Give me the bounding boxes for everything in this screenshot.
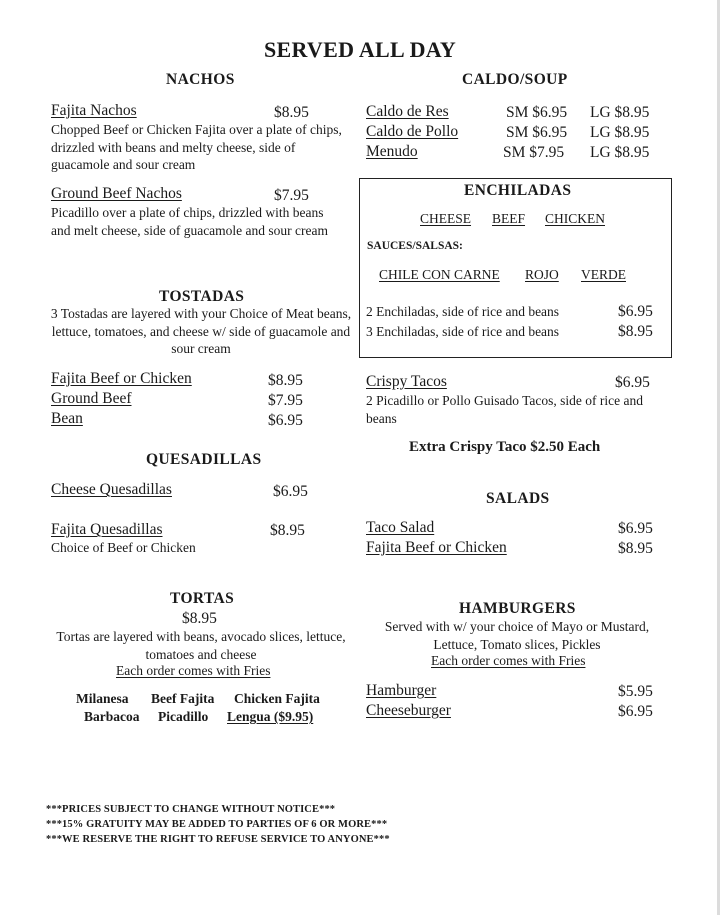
menu-item-name: 3 Enchiladas, side of rice and beans	[366, 324, 560, 339]
menu-item-price-large: LG $8.95	[590, 104, 650, 121]
tortas-option: Milanesa	[76, 691, 129, 706]
tostadas-description: 3 Tostadas are layered with your Choice of Meat beans, lettuce, tomatoes, and cheese w/ side of guacamole and sour cream	[50, 306, 352, 356]
tortas-option-special: Lengua ($9.95)	[227, 709, 314, 724]
enchiladas-filling: CHEESE	[420, 211, 472, 226]
menu-item-price-small: SM $6.95	[506, 104, 568, 121]
sauces-label: SAUCES/SALSAS:	[367, 240, 463, 252]
menu-item-price: $8.95	[268, 372, 303, 389]
menu-item-price-large: LG $8.95	[590, 124, 650, 141]
hamburgers-heading: HAMBURGERS	[459, 600, 576, 617]
menu-item-price: $6.95	[268, 412, 303, 429]
tortas-option: Chicken Fajita	[234, 691, 320, 706]
menu-item-name: Menudo	[366, 143, 418, 160]
menu-item-name: Ground Beef Nachos	[51, 185, 182, 202]
menu-item-price: $5.95	[618, 683, 653, 700]
menu-item-description: Choice of Beef or Chicken	[51, 540, 196, 555]
footer-notice: ***PRICES SUBJECT TO CHANGE WITHOUT NOTICE***	[46, 804, 336, 815]
menu-item-description: Chopped Beef or Chicken Fajita over a plate of chips, drizzled with beans and melty cheese, side of guacamole and sour cream	[51, 122, 342, 172]
enchiladas-heading: ENCHILADAS	[464, 182, 572, 199]
quesadillas-heading: QUESADILLAS	[146, 451, 262, 468]
enchiladas-sauce: VERDE	[581, 267, 626, 282]
tortas-option: Beef Fajita	[151, 691, 215, 706]
menu-item-price: $6.95	[273, 483, 308, 500]
menu-item-description: 2 Picadillo or Pollo Guisado Tacos, side of rice and beans	[366, 393, 644, 426]
menu-item-name: Caldo de Res	[366, 103, 449, 120]
menu-item-name: Fajita Quesadillas	[51, 521, 163, 538]
menu-item-price: $6.95	[618, 703, 653, 720]
menu-item-name: Crispy Tacos	[366, 373, 447, 390]
menu-item-description: Picadillo over a plate of chips, drizzled with beans and melt cheese, side of guacamole and sour cream	[51, 205, 329, 238]
tortas-fries-note: Each order comes with Fries	[116, 663, 271, 678]
salads-heading: SALADS	[486, 490, 550, 507]
footer-notice: ***15% GRATUITY MAY BE ADDED TO PARTIES OF 6 OR MORE***	[46, 819, 388, 830]
menu-item-price: $6.95	[615, 374, 650, 391]
menu-item-price-small: SM $6.95	[506, 124, 568, 141]
footer-notice: ***WE RESERVE THE RIGHT TO REFUSE SERVICE TO ANYONE***	[46, 834, 390, 845]
tostadas-heading: TOSTADAS	[159, 288, 245, 305]
menu-item-name: Fajita Beef or Chicken	[51, 370, 192, 387]
menu-item-price: $6.95	[618, 303, 653, 320]
menu-item-name: Fajita Nachos	[51, 102, 137, 119]
menu-item-price: $7.95	[274, 187, 309, 204]
menu-item-price: $8.95	[618, 540, 653, 557]
hamburgers-fries-note: Each order comes with Fries	[431, 653, 586, 668]
menu-item-price: $6.95	[618, 520, 653, 537]
tortas-description: Tortas are layered with beans, avocado slices, lettuce, tomatoes and cheese	[56, 629, 346, 662]
tortas-price: $8.95	[182, 610, 217, 627]
menu-item-name: Ground Beef	[51, 390, 132, 407]
menu-item-price-large: LG $8.95	[590, 144, 650, 161]
extra-taco-note: Extra Crispy Taco $2.50 Each	[409, 439, 601, 455]
menu-item-price: $8.95	[270, 522, 305, 539]
menu-item-name: Taco Salad	[366, 519, 435, 536]
enchiladas-sauce: ROJO	[525, 267, 559, 282]
enchiladas-filling: BEEF	[492, 211, 526, 226]
menu-item-price: $8.95	[618, 323, 653, 340]
menu-item-name: Cheeseburger	[366, 702, 451, 719]
menu-item-price: $8.95	[274, 104, 309, 121]
page-title: SERVED ALL DAY	[264, 37, 457, 62]
enchiladas-sauce: CHILE CON CARNE	[379, 267, 500, 282]
enchiladas-filling: CHICKEN	[545, 211, 605, 226]
caldo-heading: CALDO/SOUP	[462, 71, 568, 88]
hamburgers-description: Served with w/ your choice of Mayo or Mustard, Lettuce, Tomato slices, Pickles	[384, 619, 650, 652]
tortas-heading: TORTAS	[170, 590, 235, 607]
tortas-option: Picadillo	[158, 709, 209, 724]
menu-item-price-small: SM $7.95	[503, 144, 565, 161]
nachos-heading: NACHOS	[166, 71, 235, 88]
menu-item-name: Caldo de Pollo	[366, 123, 459, 140]
tortas-option: Barbacoa	[84, 709, 140, 724]
menu-item-name: 2 Enchiladas, side of rice and beans	[366, 304, 560, 319]
menu-item-name: Bean	[51, 410, 83, 427]
menu-item-name: Hamburger	[366, 682, 437, 699]
menu-item-name: Fajita Beef or Chicken	[366, 539, 507, 556]
menu-item-name: Cheese Quesadillas	[51, 481, 172, 498]
menu-item-price: $7.95	[268, 392, 303, 409]
